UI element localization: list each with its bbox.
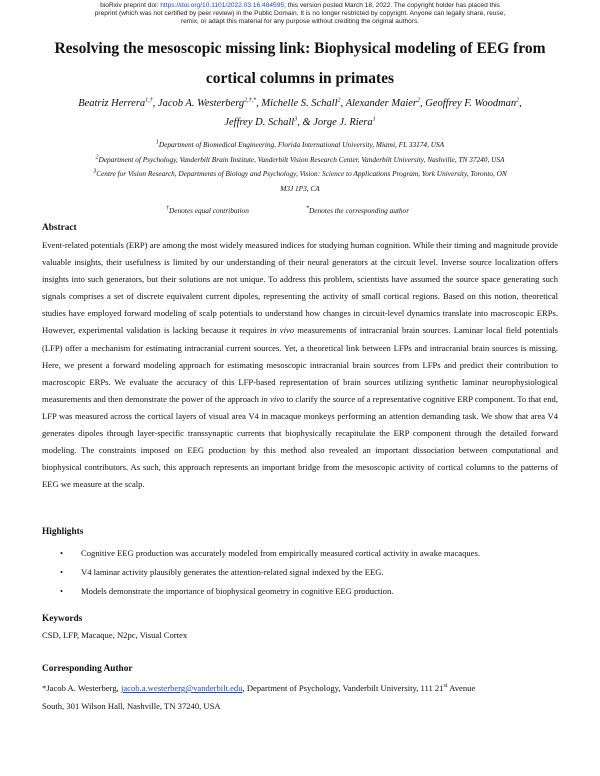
abstract-text-3: to clarify the source of a representative cognitive ERP component. To that end, LFP was measured across the cortical layers of visual area V4 in macaque monkeys performing an attention demanding task. We show that area V4 generates dipoles through layer-specific transsynaptic currents that biophysically recapitulate the ERP component through the detailed forward modeling. The constraints imposed on EEG production by this method also revealed an important dissociation between computational and biophysical contributors. As such, this approach represents an important bridge from the mesoscopic activity of cortical columns to the patterns of EEG we measure at the scalp. [42,393,558,490]
abstract-em-2: in vivo [261,393,285,404]
ordinal-sup: st [443,683,448,690]
keywords-heading: Keywords [42,614,83,624]
author-name: & Jorge J. Riera [302,117,373,128]
affil-text: Centre for Vision Research, Departments of Biology and Psychology, Vision: Science to Applications Program, York University, Toronto, ON [96,169,507,178]
preprint-line-1 [0,2,600,10]
list-item [60,544,560,563]
affiliation-3 [40,167,560,182]
abstract-heading: Abstract [42,223,77,233]
author-name: Jeffrey D. Schall [224,117,295,128]
corr-prefix: *Jacob A. Westerberg, [42,683,121,693]
bullet-icon: • [60,567,64,577]
corr-address-end: Avenue [447,683,476,693]
bullet-icon: • [60,586,64,596]
highlight-text: Models demonstrate the importance of biophysical geometry in cognitive EEG production. [81,586,394,596]
affiliation-3-cont: M3J 1P3, CA [280,183,320,193]
author-sup: 2 [516,97,520,104]
preprint-line-3: remix, or adapt this material for any purpose without crediting the original authors. [180,18,420,25]
title-line-1: Resolving the mesoscopic missing link: Biophysical modeling of EEG from [54,40,546,57]
highlights-list [60,544,560,601]
author-sup: 3 [294,116,298,123]
title-line-2: cortical columns in primates [205,70,395,87]
list-item [60,582,560,601]
author-name: Beatriz Herrera [78,98,146,109]
affil-text: Department of Biomedical Engineering, Florida International University, Miami, FL 33174, USA [158,140,445,149]
abstract-text-1: Event-related potentials (ERP) are among the most widely measured indices for studying human cognition. While their timing and magnitude provide valuable insights, their usefulness is limited by our understanding of their neural generators at the circuit level. Inverse source localization offers insights into such generators, but their solutions are not unique. To address this problem, scientists have assumed the source space generating such signals comprises a set of discrete equivalent current dipoles, representing the activity of small cortical regions. Based on this notion, theoretical studies have employed forward modeling of scalp potentials to understand how changes in circuit-level dynamics translate into macroscopic ERPs. However, experimental validation is lacking because it requires [42,240,558,336]
equal-text: Denotes equal contribution [169,206,249,215]
author-name: Michelle S. Schall [261,98,338,109]
preprint-line-2: preprint (which was not certified by peer review) in the Public Domain. It is no longer restricted by copyright. Anyone can legally share, reuse, [94,10,506,17]
dagger-symbol: † [166,205,169,212]
author-sup: 1,† [145,97,153,104]
author-line-2 [30,113,570,132]
preprint-prefix: bioRxiv preprint doi: [100,2,161,9]
author-name: Jacob A. Westerberg [157,98,245,109]
author-sep: , [297,117,303,128]
corresponding-line-2: South, 301 Wilson Hall, Nashville, TN 37240, USA [42,701,221,711]
highlight-text: Cognitive EEG production was accurately modeled from empirically measured cortical activity in awake macaques. [81,548,480,558]
highlights-heading: Highlights [42,527,84,537]
preprint-suffix: ; this version posted March 18, 2022. The copyright holder has placed this [284,2,500,9]
equal-contribution-note [166,206,249,215]
affil-num: 3 [93,168,97,175]
abstract-em-1: in vivo [270,325,295,336]
author-line-1 [30,94,570,113]
author-name: Alexander Maier [345,98,418,109]
author-sep: , [340,98,346,109]
author-list [30,94,570,132]
corr-text: Denotes the corresponding author [309,206,410,215]
author-sep: , [519,98,522,109]
abstract-body [42,237,558,493]
doi-link[interactable]: https://doi.org/10.1101/2022.03.16.484595 [160,2,285,9]
asterisk-symbol: * [306,205,309,212]
corresponding-line-1 [42,679,558,697]
email-link[interactable]: jacob.a.westerberg@vanderbilt.edu [120,683,243,693]
affiliation-1 [40,138,560,153]
author-sup: 1 [372,116,376,123]
affiliations [40,138,560,196]
corresponding-heading: Corresponding Author [42,664,133,674]
highlight-text: V4 laminar activity plausibly generates the attention-related signal indexed by the EEG. [81,567,384,577]
affiliation-2 [40,153,560,168]
author-sep: , [420,98,426,109]
author-sep: , [256,98,262,109]
affil-num: 2 [95,154,99,161]
bullet-icon: • [60,548,64,558]
abstract-text-2: measurements of intracranial brain sources. Laminar local field potentials (LFP) offer a mechanism for estimating intracranial current sources. Yet, a theoretical link between LFPs and intracranial brain sources is missing. Here, we present a forward modeling approach for estimating mesoscopic intracranial brain sources from LFPs and predict their contribution to macroscopic ERPs. We evaluate the accuracy of this LFP-based representation of brain sources utilizing synthetic laminar neurophysiological measurements and then demonstrate the power of the approach [42,325,558,404]
author-sep: , [152,98,158,109]
affil-num: 1 [155,139,159,146]
author-sup: 2 [337,97,341,104]
corresponding-note [306,206,409,215]
author-name: Geoffrey F. Woodman [425,98,517,109]
keywords-text: CSD, LFP, Macaque, N2pc, Visual Cortex [42,630,188,640]
paper-title [40,34,560,94]
author-sup: 2,†,* [244,97,257,104]
affil-text: Department of Psychology, Vanderbilt Brain Institute, Vanderbilt Vision Research Center, Vanderbilt University, Nashville, TN 37240, USA [98,154,505,164]
corr-address: , Department of Psychology, Vanderbilt University, 111 21 [242,683,444,693]
preprint-notice [0,2,600,26]
author-sup: 2 [417,97,421,104]
list-item [60,563,560,582]
